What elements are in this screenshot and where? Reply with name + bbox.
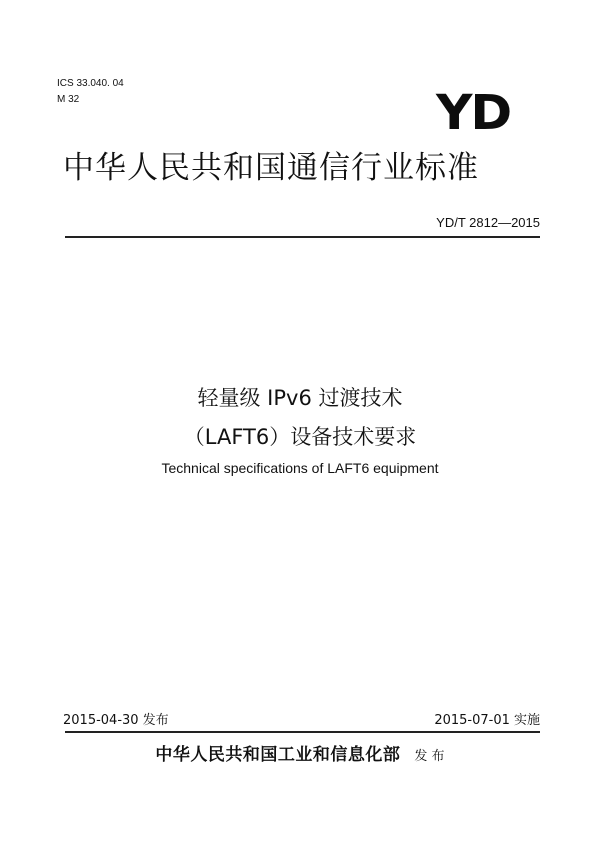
- implement-date: 2015-07-01 实施: [434, 713, 540, 728]
- bottom-divider: [65, 731, 540, 733]
- classification-code: M 32: [57, 94, 80, 105]
- standard-number: YD/T 2812—2015: [436, 215, 540, 230]
- title-zh-line2: （LAFT6）设备技术要求: [183, 425, 417, 449]
- title-zh-line1: 轻量级 IPv6 过渡技术: [197, 386, 403, 410]
- top-divider: [65, 236, 540, 238]
- issue-label: 发 布: [414, 749, 445, 764]
- title-en: Technical specifications of LAFT6 equipment: [161, 460, 439, 476]
- issuer-name: 中华人民共和国工业和信息化部: [155, 745, 401, 765]
- ics-code: ICS 33.040. 04: [57, 78, 124, 89]
- yd-logo: YD: [436, 85, 511, 141]
- authority-title: 中华人民共和国通信行业标准: [63, 150, 479, 186]
- issuer-line: [0, 740, 600, 765]
- publish-date: 2015-04-30 发布: [63, 713, 169, 728]
- classification-block: [57, 76, 124, 108]
